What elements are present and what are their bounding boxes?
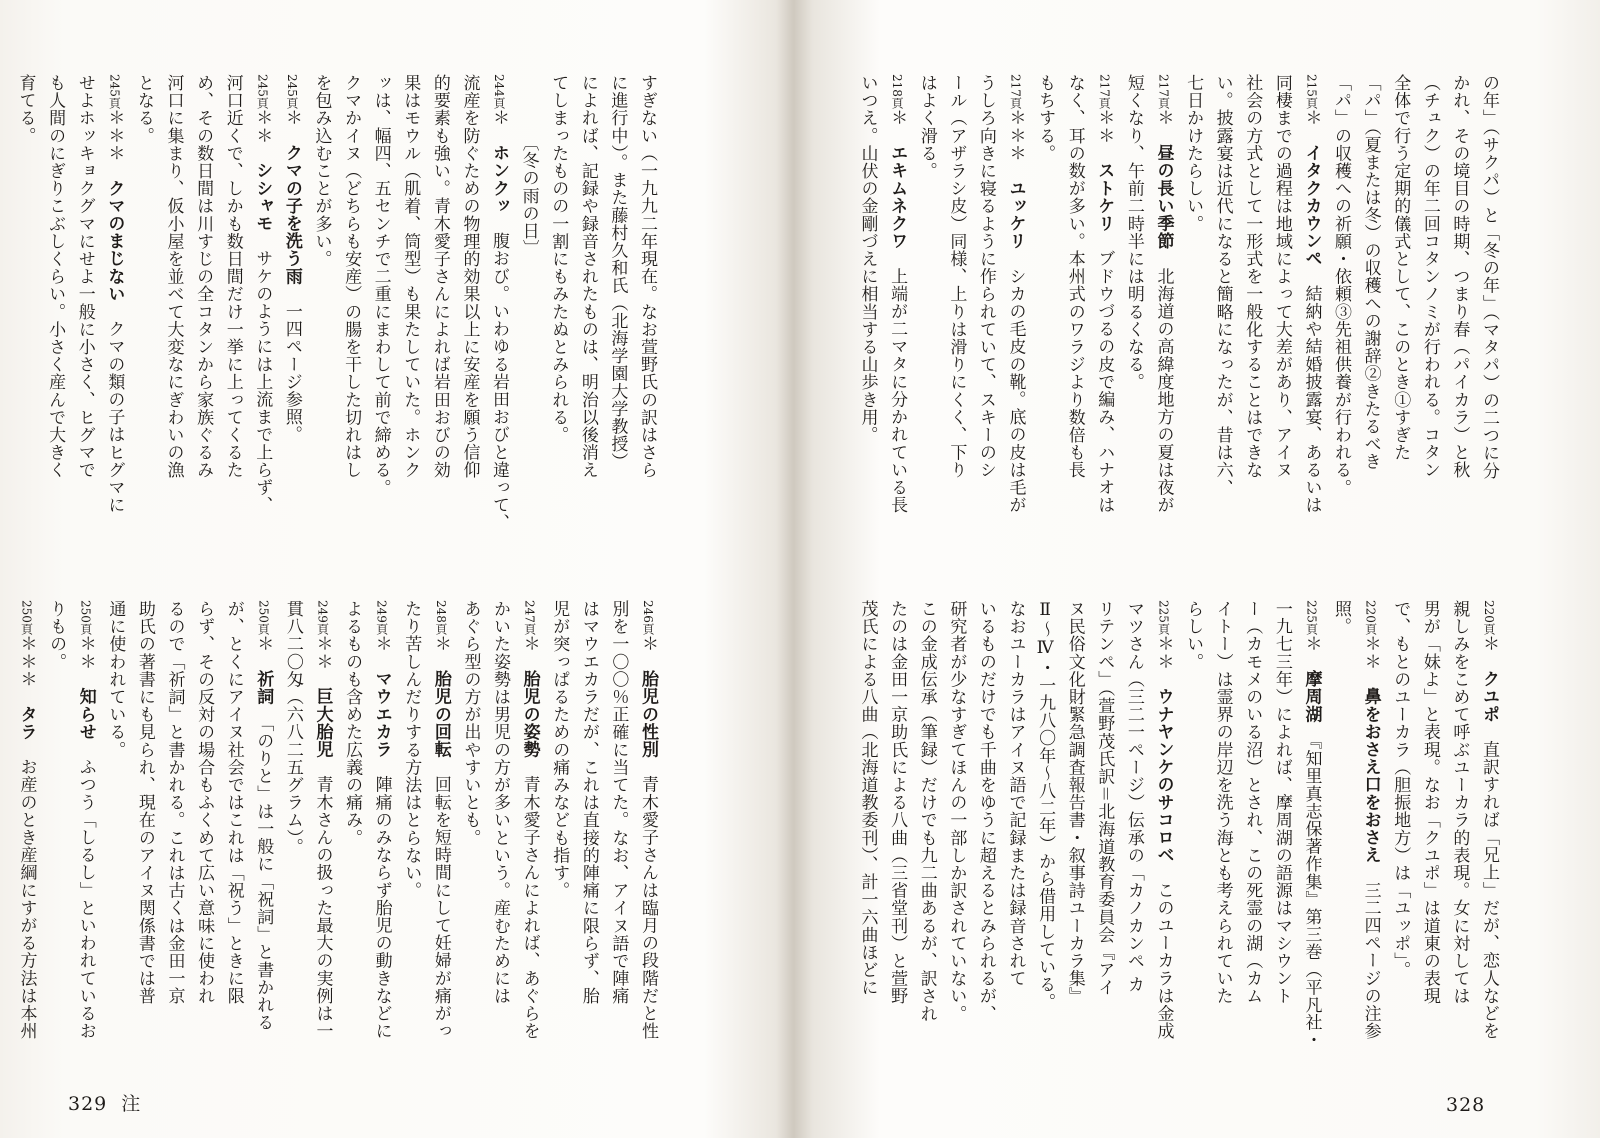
note-text-line: かいた姿勢は男児の方が多いという。産むためには: [490, 600, 511, 1005]
note-term: エキムネクワ: [887, 144, 908, 250]
note-text: 青木さんの扱った最大の実例は一: [312, 775, 333, 1040]
note-first-line: [1094, 74, 1114, 514]
note-entry: [455, 600, 544, 1060]
note-text-line: よるものも含めた広義の痛み。: [342, 600, 363, 847]
left-lower-notes: [16, 600, 662, 1060]
continued-text-line: 「パ」の収穫への祈願・依頼③先祖供養が行われる。: [1331, 74, 1352, 497]
note-text: 結納や結婚披露宴、あるいは: [1301, 284, 1322, 514]
note-term: 巨大胎児: [312, 687, 333, 759]
note-text-line: 照。: [1331, 600, 1352, 636]
note-text-line: 河口近くで、しかも数日間だけ一挙に上ってくるた: [222, 74, 243, 479]
note-term: ホンクッ: [489, 144, 510, 215]
note-entry: [336, 600, 395, 1060]
note-asterisk: ＊: [887, 108, 908, 127]
note-asterisk: ＊: [489, 108, 510, 127]
note-term: ストケリ: [1094, 161, 1115, 233]
note-entry: [1030, 74, 1119, 534]
note-asterisk: ＊＊＊: [1005, 108, 1026, 162]
note-first-line: [887, 74, 907, 514]
continued-text-line: （チュク）の年二回コタンノミが行われる。コタン: [1419, 74, 1440, 479]
note-text-line: リテンペ」（萱野茂氏訳＝北海道教育委員会『アイ: [1094, 600, 1115, 997]
note-text: 一四ページ参照。: [281, 302, 302, 444]
note-entry: [306, 74, 513, 534]
note-entry: [1325, 600, 1384, 1060]
note-entry: [1177, 600, 1325, 1060]
note-asterisk: ＊: [638, 634, 658, 653]
note-term: 胎児の回転: [430, 670, 451, 759]
note-term: シシャモ: [252, 161, 273, 233]
right-folio: [1446, 1094, 1485, 1116]
note-entry: [911, 74, 1029, 534]
note-page-ref: 249頁: [315, 600, 330, 635]
note-entry: [128, 74, 276, 534]
note-first-line: [253, 600, 273, 1031]
note-text-line: 男が「妹よ」と表現。なお「クユポ」は道東の表現: [1419, 600, 1440, 1005]
note-entry: [1385, 600, 1503, 1060]
right-page: [803, 0, 1600, 1138]
note-text-line: 果はモウル（肌着、筒型）も果たしていた。ホンク: [400, 74, 421, 479]
note-first-line: [1479, 600, 1499, 1040]
note-text-line: となる。: [133, 74, 154, 145]
note-asterisk: ＊＊: [252, 108, 273, 145]
note-text: 腹おび。いわゆる岩田おびと違って、: [489, 232, 510, 532]
note-first-line: [252, 74, 272, 514]
note-text-line: め、その数日間は川すじの全コタンから家族ぐるみ: [193, 74, 214, 479]
note-asterisk: ＊＊: [75, 634, 96, 671]
note-text-line: なく、耳の数が多い。本州式のワラジより数倍も長: [1064, 74, 1085, 479]
note-asterisk: ＊: [1301, 634, 1322, 653]
continued-text-line: かれ、その境目の時期、つまり春（パイカラ）と秋: [1449, 74, 1470, 479]
note-text: ふつう「しるし」といわれているお: [75, 758, 96, 1040]
note-page-ref: 247頁: [522, 600, 537, 635]
note-text-line: らしい。: [1183, 600, 1204, 671]
note-first-line: [17, 600, 37, 1040]
note-term: 摩周湖: [1301, 670, 1322, 723]
continued-text-line: 全体で行う定期的儀式として、このとき①すぎた: [1390, 74, 1411, 462]
note-text-line: あぐら型の方が出やすいとも。: [460, 600, 481, 847]
note-text: シカの毛皮の靴。底の皮は毛が: [1005, 267, 1026, 514]
note-text: 上端が二マタに分かれている長: [887, 267, 908, 514]
note-page-ref: 245頁: [284, 74, 299, 109]
note-text: 青木愛子さんによれば、あぐらを: [519, 775, 540, 1040]
note-page-ref: 250頁: [19, 600, 34, 635]
note-first-line: [489, 74, 509, 531]
note-text-line: せよホッキョクグマにせよ一般に小さく、ヒグマで: [74, 74, 95, 479]
note-page-ref: 217頁: [1008, 74, 1023, 109]
note-text: 直訳すれば「兄上」だが、恋人などを: [1479, 740, 1499, 1040]
note-asterisk: ＊: [1479, 634, 1499, 653]
note-text: 三二四ページの注参: [1360, 881, 1381, 1040]
note-term: ウナヤンケのサコロベ: [1153, 687, 1174, 864]
note-entry: [11, 600, 41, 1060]
note-page-ref: 250頁: [78, 600, 93, 635]
note-text-line: 研究者が少なすぎてほんの一部しか訳されていない。: [946, 600, 967, 1023]
continued-text-line: すぎない（一九九二年現在。なお萱野氏の訳はさら: [637, 74, 657, 479]
note-entry: [41, 600, 100, 1060]
note-text-line: 助氏の著書にも見られ、現在のアイヌ関係書では普: [134, 600, 155, 1005]
note-text-line: たり苦しんだりする方法はとらない。: [401, 600, 422, 900]
note-text: 陣痛のみならず胎児の動きなどに: [371, 775, 392, 1040]
note-text-line: はマウエカラだが、これは直接的陣痛に限らず、胎: [578, 600, 599, 1005]
left-folio: [68, 1089, 141, 1116]
continued-text-line: てしまったものの一割にもみたぬとみられる。: [548, 74, 569, 444]
note-term: 知らせ: [75, 687, 96, 741]
note-term: マウエカラ: [371, 670, 392, 759]
note-text-line: らず、その反対の場合もふくめて広い意味に使われ: [194, 600, 215, 1005]
note-text: 北海道の高緯度地方の夏は夜が: [1153, 267, 1174, 514]
note-first-line: [638, 600, 658, 1040]
note-text: 青木愛子さんは臨月の段階だと性: [638, 775, 658, 1040]
note-text-line: 通に使われている。: [105, 600, 126, 759]
page-number: 328: [1446, 1094, 1486, 1116]
note-entry: [852, 600, 1178, 1060]
note-page-ref: 225頁: [1156, 600, 1171, 635]
note-asterisk: ＊: [253, 634, 274, 653]
note-text-line: 茂氏による八曲（北海道教委刊）、計一六曲ほどに: [857, 600, 878, 997]
continued-text-line: に進行中）。また藤村久和氏（北海学園大学教授）: [607, 74, 628, 471]
note-first-line: [1361, 600, 1381, 1040]
note-text-line: クマかイヌ（どちらも安産）の腸を干した切れはし: [341, 74, 362, 479]
note-asterisk: ＊: [519, 634, 540, 653]
note-text-line: 育てる。: [15, 74, 36, 145]
note-term: 鼻をおさえ口をおさえ: [1360, 687, 1381, 864]
note-text-line: もちする。: [1035, 74, 1056, 162]
note-first-line: [104, 74, 124, 514]
note-entry: [1177, 74, 1325, 534]
note-text-line: いつえ。山伏の金剛づえに相当する山歩き用。: [857, 74, 878, 444]
note-text: 『知里真志保著作集』第三巻（平凡社・: [1301, 740, 1322, 1049]
note-term: 胎児の姿勢: [519, 670, 540, 759]
note-first-line: [372, 600, 392, 1040]
note-text: クマの類の子はヒグマに: [104, 320, 125, 514]
note-text-line: を包み込むことが多い。: [311, 74, 332, 268]
note-page-ref: 246頁: [641, 600, 655, 635]
note-text-line: ヌ民俗文化財緊急調査報告書・叙事詩ユーカラ集』: [1064, 600, 1085, 1005]
note-first-line: [312, 600, 332, 1040]
note-text-line: Ⅱ～Ⅳ・一九八〇年～八二年）から借用している。: [1035, 600, 1056, 1011]
note-asterisk: ＊: [1301, 108, 1322, 127]
note-text-line: ッは、幅四、五センチで二重にまわして前で締める。: [370, 74, 391, 497]
note-asterisk: ＊: [281, 108, 302, 127]
note-text-line: 貫八二〇匁（六八二五グラム）。: [282, 600, 303, 856]
note-entry: [544, 600, 662, 1060]
note-text: お産のとき産綱にすがる方法は本州: [16, 758, 37, 1040]
note-page-ref: 215頁: [1304, 74, 1319, 109]
note-text: このユーカラは金成: [1153, 881, 1174, 1040]
note-page-ref: 245頁: [255, 74, 270, 109]
note-text-line: 河口に集まり、仮小屋を並べて大変なにぎわいの漁: [163, 74, 184, 479]
note-text-line: 親しみをこめて呼ぶユーカラ的表現。女に対しては: [1449, 600, 1470, 1005]
note-first-line: [1153, 600, 1173, 1040]
note-first-line: [1301, 600, 1321, 1049]
note-text-line: 社会の方式として一形式を一般化することはできな: [1242, 74, 1263, 479]
left-page: [0, 0, 797, 1138]
note-text-line: はよく滑る。: [916, 74, 937, 180]
note-text-line: 七日かけたらしい。: [1183, 74, 1204, 233]
note-asterisk: ＊＊＊: [16, 634, 37, 688]
right-lower-notes: [857, 600, 1503, 1060]
note-asterisk: ＊: [371, 634, 392, 653]
note-text-line: 短くなり、午前二時半には明るくなる。: [1123, 74, 1144, 391]
note-entry: [852, 74, 911, 534]
note-page-ref: 249頁: [374, 600, 389, 635]
note-text-line: が、とくにアイヌ社会ではこれは「祝う」ときに限: [223, 600, 244, 1005]
note-page-ref: 225頁: [1304, 600, 1319, 635]
note-term: 祈詞: [253, 670, 274, 706]
note-entry: [100, 600, 278, 1060]
note-entry: [10, 74, 128, 534]
note-text-line: うしろ向きに寝るように作られていて、スキーのシ: [975, 74, 996, 479]
note-text-line: 別を一〇〇％正確に当てた。なお、アイヌ語で陣痛: [608, 600, 629, 1005]
note-first-line: [1006, 74, 1026, 514]
note-term: ユッケリ: [1005, 179, 1026, 250]
note-text: ブドウづるの皮で編み、ハナオは: [1094, 249, 1115, 514]
note-first-line: [1153, 74, 1173, 514]
note-text-line: ー（カモメのいる沼）とされ、この死霊の湖（カム: [1242, 600, 1263, 1005]
note-page-ref: 244頁: [492, 74, 507, 109]
left-upper-notes: [15, 74, 661, 534]
continued-text-line: の年」（サクパ）と「冬の年」（マタパ）の二つに分: [1479, 74, 1499, 480]
note-text: 「のりと」は一般に「祝詞」と書かれる: [253, 722, 274, 1032]
note-asterisk: ＊＊: [312, 634, 333, 671]
note-first-line: [282, 74, 302, 443]
note-text-line: マツさん（三二一ページ）伝承の「カノカンペ カ: [1123, 600, 1144, 994]
note-term: クユポ: [1479, 670, 1499, 723]
note-text-line: 児が突っぱるための痛みなども指す。: [549, 600, 570, 900]
note-text-line: りもの。: [46, 600, 67, 671]
note-text-line: イトー）は霊界の岸辺を洗う海とも考えられていた: [1212, 600, 1233, 1005]
note-asterisk: ＊: [430, 634, 451, 653]
note-text: サケのようには上流まで上らず、: [252, 249, 273, 514]
note-page-ref: 217頁: [1097, 74, 1112, 109]
note-first-line: [520, 600, 540, 1040]
note-first-line: [431, 600, 451, 1040]
right-upper-notes: [857, 74, 1503, 534]
note-text-line: なおユーカラはアイヌ語で記録または録音されて: [1005, 600, 1026, 988]
note-asterisk: ＊＊: [1360, 634, 1381, 671]
note-text: 回転を短時間にして妊婦が痛がっ: [430, 775, 451, 1040]
note-entry: [276, 74, 306, 534]
note-term: 胎児の性別: [638, 670, 658, 759]
note-page-ref: 220頁: [1482, 600, 1496, 635]
note-text-line: この金成伝承（筆録）だけでも九二曲あるが、訳され: [916, 600, 937, 1023]
note-text-line: 流産を防ぐための物理的効果以上に安産を願う信仰: [459, 74, 480, 479]
note-asterisk: ＊＊: [1094, 108, 1115, 145]
note-first-line: [76, 600, 96, 1040]
note-first-line: [1301, 74, 1321, 514]
note-text-line: い。披露宴は近代になると簡略になったが、昔は六、: [1212, 74, 1233, 497]
note-page-ref: 220頁: [1363, 600, 1378, 635]
note-entry: [1118, 74, 1177, 534]
note-asterisk: ＊＊＊: [104, 108, 125, 162]
running-head: 注: [121, 1093, 142, 1115]
note-text-line: るので「祈詞」と書かれる。これは古くは金田一京: [164, 600, 185, 1005]
note-text-line: で、もとのユーカラ（胆振地方）は「ユッポ」。: [1390, 600, 1411, 979]
continued-text-line: 「パ」（夏または冬）の収穫への謝辞②きたるべき: [1360, 74, 1381, 471]
note-text-line: ール（アザラシ皮）同様、上りは滑りにくく、下り: [946, 74, 967, 479]
note-term: タラ: [16, 705, 37, 741]
note-text-line: いるものだけでも千曲をゆうに超えるとみられるが、: [975, 600, 996, 1023]
continued-text-line: によれば、記録や録音されたものは、明治以後消え: [577, 74, 598, 479]
note-term: クマのまじない: [104, 179, 125, 303]
note-entry: [396, 600, 455, 1060]
note-page-ref: 250頁: [256, 600, 271, 635]
note-text-line: も人間のにぎりこぶしくらい。小さく産んで大きく: [45, 74, 66, 479]
note-term: クマの子を洗う雨: [281, 144, 302, 285]
note-text-line: 同棲までの過程は地域によって大差があり、アイヌ: [1271, 74, 1292, 479]
note-text-line: 的要素も強い。青木愛子さんによれば岩田おびの効: [429, 74, 450, 479]
note-page-ref: 217頁: [1156, 74, 1171, 109]
note-term: 昼の長い季節: [1153, 144, 1174, 250]
note-page-ref: 245頁: [107, 74, 122, 109]
section-heading: 〔冬の雨の日〕: [518, 133, 539, 257]
note-text-line: たのは金田一京助氏による八曲（三省堂刊）と萱野: [887, 600, 908, 1005]
note-term: イタクカウンペ: [1301, 144, 1322, 268]
note-text-line: 一九七三年）によれば、摩周湖の語源はマシウント: [1271, 600, 1292, 1005]
page-number: 329: [68, 1093, 108, 1115]
note-page-ref: 248頁: [433, 600, 448, 635]
note-asterisk: ＊＊: [1153, 634, 1174, 671]
note-page-ref: 218頁: [890, 74, 905, 109]
note-asterisk: ＊: [1153, 108, 1174, 127]
note-entry: [277, 600, 336, 1060]
